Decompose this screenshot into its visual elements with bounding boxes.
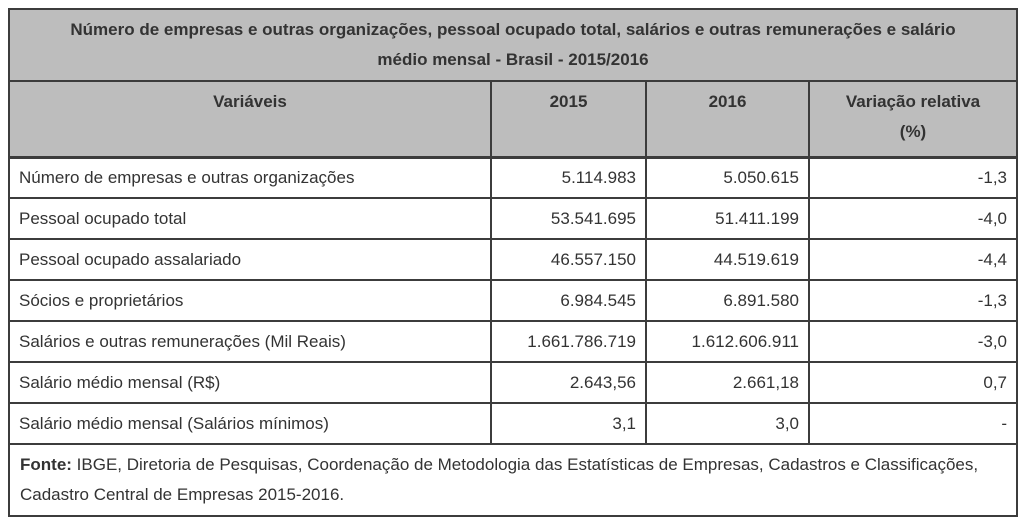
value-2015-cell: 1.661.786.719 (491, 321, 646, 362)
header-variation (809, 81, 1017, 157)
value-2015-cell: 3,1 (491, 403, 646, 444)
value-2015-cell: 2.643,56 (491, 362, 646, 403)
header-2016: 2016 (646, 81, 809, 157)
value-2015-cell: 53.541.695 (491, 198, 646, 239)
value-2015-cell: 5.114.983 (491, 157, 646, 198)
statistics-table (8, 8, 1018, 517)
value-2015-cell: 46.557.150 (491, 239, 646, 280)
variable-cell: Salário médio mensal (Salários mínimos) (9, 403, 491, 444)
table-row (9, 157, 1017, 198)
statistics-table-container (8, 8, 1016, 517)
table-row (9, 403, 1017, 444)
footer-row (9, 444, 1017, 516)
table-row (9, 362, 1017, 403)
value-2016-cell: 3,0 (646, 403, 809, 444)
table-row (9, 280, 1017, 321)
table-title: Número de empresas e outras organizações, pessoal ocupado total, salários e outras remunerações e salário médio mensal - Brasil - 2015/2016 (9, 9, 1017, 81)
value-2016-cell: 51.411.199 (646, 198, 809, 239)
variation-cell: -3,0 (809, 321, 1017, 362)
variation-cell: - (809, 403, 1017, 444)
source-label: Fonte: (20, 455, 72, 474)
table-row (9, 198, 1017, 239)
header-row (9, 81, 1017, 157)
table-row (9, 239, 1017, 280)
variation-cell: 0,7 (809, 362, 1017, 403)
value-2016-cell: 5.050.615 (646, 157, 809, 198)
value-2016-cell: 44.519.619 (646, 239, 809, 280)
variation-cell: -4,4 (809, 239, 1017, 280)
header-variation-line1: Variação relativa (845, 92, 981, 111)
header-2015: 2015 (491, 81, 646, 157)
variation-cell: -1,3 (809, 157, 1017, 198)
table-row (9, 321, 1017, 362)
variable-cell: Pessoal ocupado total (9, 198, 491, 239)
header-variation-line2: (%) (899, 122, 927, 141)
variable-cell: Sócios e proprietários (9, 280, 491, 321)
title-row (9, 9, 1017, 81)
value-2016-cell: 6.891.580 (646, 280, 809, 321)
value-2016-cell: 1.612.606.911 (646, 321, 809, 362)
value-2015-cell: 6.984.545 (491, 280, 646, 321)
variation-cell: -4,0 (809, 198, 1017, 239)
variable-cell: Pessoal ocupado assalariado (9, 239, 491, 280)
header-variables: Variáveis (9, 81, 491, 157)
source-note (9, 444, 1017, 516)
variable-cell: Número de empresas e outras organizações (9, 157, 491, 198)
variable-cell: Salário médio mensal (R$) (9, 362, 491, 403)
variable-cell: Salários e outras remunerações (Mil Reais) (9, 321, 491, 362)
source-text: IBGE, Diretoria de Pesquisas, Coordenação de Metodologia das Estatísticas de Empresas, Cadastros e Classificações, Cadastro Central de Empresas 2015-2016. (20, 455, 979, 504)
value-2016-cell: 2.661,18 (646, 362, 809, 403)
variation-cell: -1,3 (809, 280, 1017, 321)
